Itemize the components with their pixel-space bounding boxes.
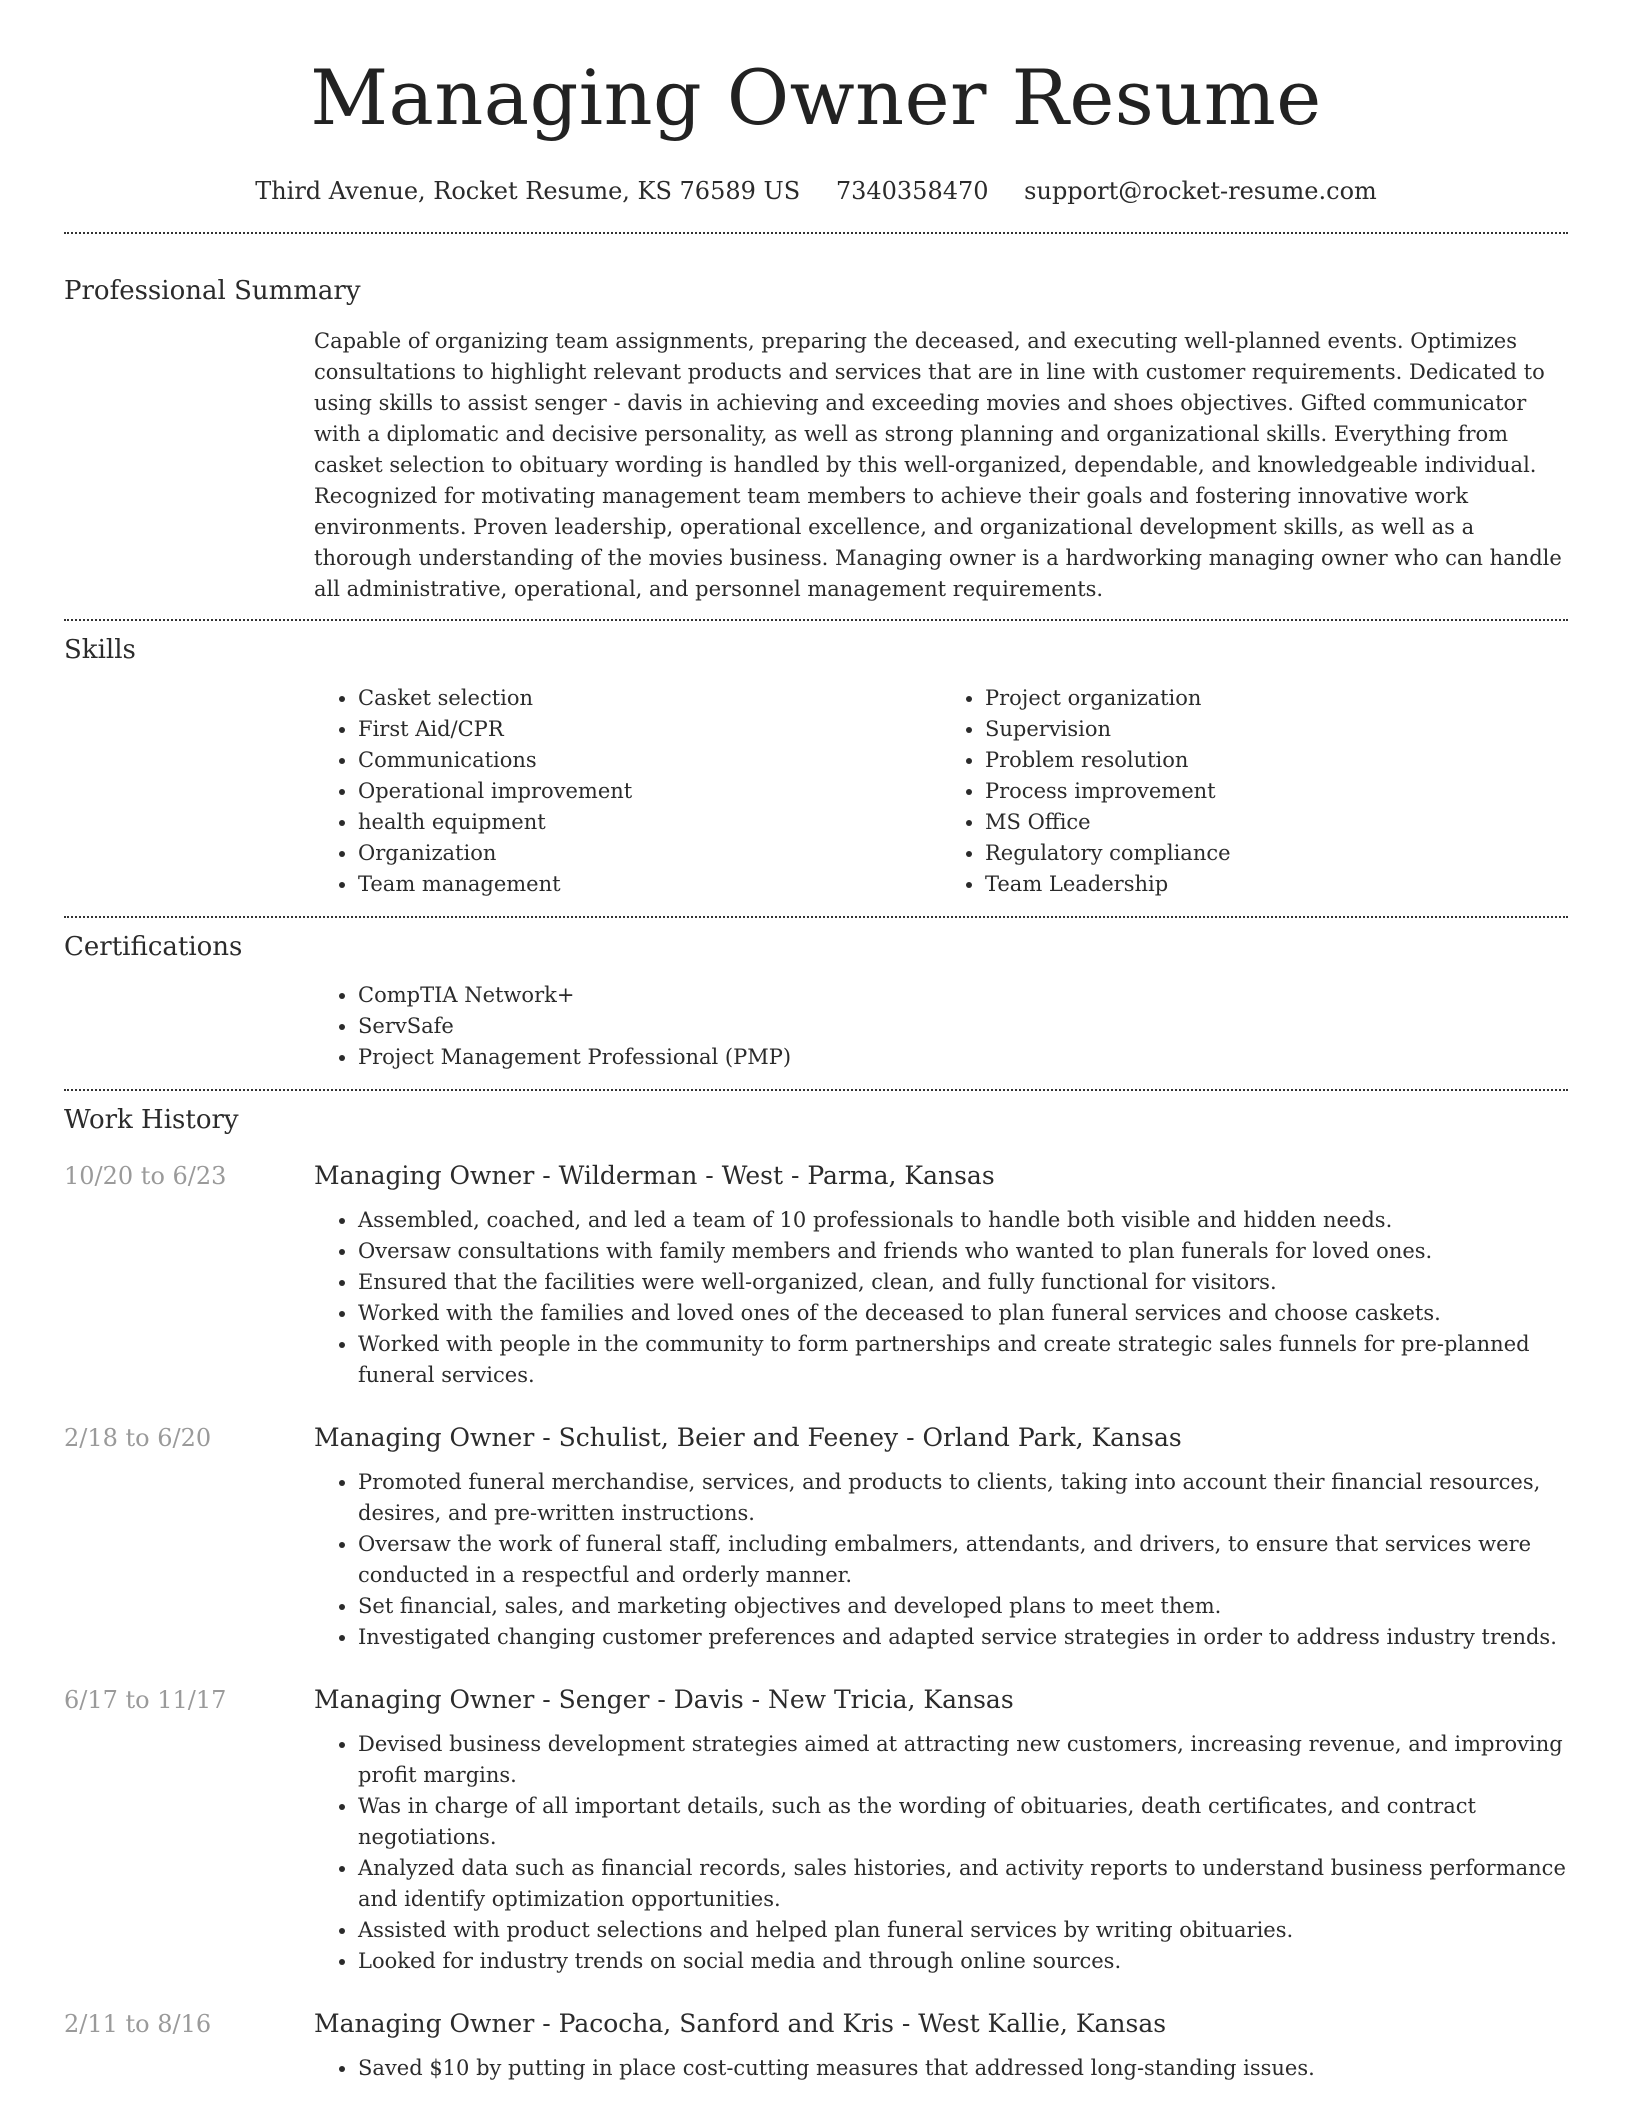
- job-bullet: • Was in charge of all important details, such as the wording of obituaries, death certificates, and contract negotiations.: [358, 1791, 1568, 1853]
- skills-list-left: [314, 683, 941, 900]
- job-bullets: [314, 1205, 1568, 1391]
- certification-item: • ServSafe: [358, 1011, 1568, 1042]
- job-bullets: [314, 2053, 1568, 2084]
- skills-list-right: [941, 683, 1568, 900]
- job-dates: 2/18 to 6/20: [64, 1424, 212, 1452]
- job-bullet: • Set financial, sales, and marketing objectives and developed plans to meet them.: [358, 1591, 1568, 1622]
- job-bullet: • Worked with people in the community to form partnerships and create strategic sales funnels for pre-planned funeral services.: [358, 1329, 1568, 1391]
- contact-address: Third Avenue, Rocket Resume, KS 76589 US: [255, 177, 801, 205]
- resume-header: [0, 0, 1632, 208]
- skill-item: • Process improvement: [985, 776, 1568, 807]
- job-title: Managing Owner - Pacocha, Sanford and Kris - West Kallie, Kansas: [314, 2009, 1167, 2038]
- job-entry: [64, 1421, 1568, 1653]
- job-bullet: • Devised business development strategies aimed at attracting new customers, increasing revenue, and improving profit margins.: [358, 1729, 1568, 1791]
- skill-item: • health equipment: [358, 807, 941, 838]
- skill-item: • Communications: [358, 745, 941, 776]
- skill-item: • Casket selection: [358, 683, 941, 714]
- skill-item: • MS Office: [985, 807, 1568, 838]
- job-entry: [64, 1159, 1568, 1391]
- skill-item: • Problem resolution: [985, 745, 1568, 776]
- summary-text: Capable of organizing team assignments, preparing the deceased, and executing well-planned events. Optimizes consultations to highlight relevant products and services that are in line with customer requirements. Dedicated to using skills to assist senger - davis in achieving and exceeding movies and shoes objectives. Gifted communicator with a diplomatic and decisive personality, as well as strong planning and organizational skills. Everything from casket selection to obituary wording is handled by this well-organized, dependable, and knowledgeable individual. Recognized for motivating management team members to achieve their goals and fostering innovative work environments. Proven leadership, operational excellence, and organizational development skills, as well as a thorough understanding of the movies business. Managing owner is a hardworking managing owner who can handle all administrative, operational, and personnel management requirements.: [314, 329, 1562, 601]
- certification-item: • CompTIA Network+: [358, 980, 1568, 1011]
- certifications-section: [64, 916, 1568, 1073]
- job-bullet: • Assisted with product selections and helped plan funeral services by writing obituaries.: [358, 1915, 1568, 1946]
- skill-item: • Regulatory compliance: [985, 838, 1568, 869]
- skill-item: • Operational improvement: [358, 776, 941, 807]
- job-bullet: • Worked with the families and loved ones of the deceased to plan funeral services and choose caskets.: [358, 1298, 1568, 1329]
- job-entry: [64, 1683, 1568, 1977]
- resume-title: Managing Owner Resume: [310, 53, 1322, 142]
- skill-item: • Team Leadership: [985, 869, 1568, 900]
- contact-phone: 7340358470: [835, 177, 989, 205]
- skills-section: [64, 619, 1568, 900]
- job-dates: 10/20 to 6/23: [64, 1162, 227, 1190]
- certifications-body: [314, 980, 1568, 1073]
- certifications-list: [314, 980, 1568, 1073]
- job-bullet: • Oversaw the work of funeral staff, including embalmers, attendants, and drivers, to ensure that services were conducted in a respectful and orderly manner.: [358, 1529, 1568, 1591]
- section-title-summary: Professional Summary: [64, 276, 361, 306]
- section-title-work-history: Work History: [64, 1105, 239, 1135]
- job-bullet: • Investigated changing customer preferences and adapted service strategies in order to address industry trends.: [358, 1622, 1568, 1653]
- job-bullets: [314, 1467, 1568, 1653]
- job-bullet: • Ensured that the facilities were well-organized, clean, and fully functional for visitors.: [358, 1267, 1568, 1298]
- job-bullets: [314, 1729, 1568, 1977]
- job-bullet: • Analyzed data such as financial records, sales histories, and activity reports to understand business performance and identify optimization opportunities.: [358, 1853, 1568, 1915]
- job-title: Managing Owner - Wilderman - West - Parma, Kansas: [314, 1161, 995, 1190]
- contact-email: support@rocket-resume.com: [1024, 177, 1377, 205]
- summary-body: [314, 326, 1568, 605]
- skill-item: • First Aid/CPR: [358, 714, 941, 745]
- certification-item: • Project Management Professional (PMP): [358, 1042, 1568, 1073]
- job-dates: 6/17 to 11/17: [64, 1686, 227, 1714]
- skills-columns: [314, 683, 1568, 900]
- job-bullet: • Saved $10 by putting in place cost-cutting measures that addressed long-standing issues.: [358, 2053, 1568, 2084]
- contact-line: [0, 174, 1632, 208]
- work-history-section: [64, 1089, 1568, 2084]
- job-title: Managing Owner - Schulist, Beier and Feeney - Orland Park, Kansas: [314, 1423, 1182, 1452]
- job-bullet: • Looked for industry trends on social media and through online sources.: [358, 1946, 1568, 1977]
- skill-item: • Supervision: [985, 714, 1568, 745]
- skill-item: • Organization: [358, 838, 941, 869]
- job-entry: [64, 2007, 1568, 2084]
- job-bullet: • Oversaw consultations with family members and friends who wanted to plan funerals for loved ones.: [358, 1236, 1568, 1267]
- job-title: Managing Owner - Senger - Davis - New Tricia, Kansas: [314, 1685, 1014, 1714]
- section-title-skills: Skills: [64, 635, 136, 665]
- skill-item: • Team management: [358, 869, 941, 900]
- skill-item: • Project organization: [985, 683, 1568, 714]
- job-bullet: • Assembled, coached, and led a team of 10 professionals to handle both visible and hidden needs.: [358, 1205, 1568, 1236]
- job-bullet: • Promoted funeral merchandise, services, and products to clients, taking into account their financial resources, desires, and pre-written instructions.: [358, 1467, 1568, 1529]
- job-dates: 2/11 to 8/16: [64, 2010, 212, 2038]
- professional-summary-section: [64, 232, 1568, 605]
- section-title-certifications: Certifications: [64, 932, 243, 962]
